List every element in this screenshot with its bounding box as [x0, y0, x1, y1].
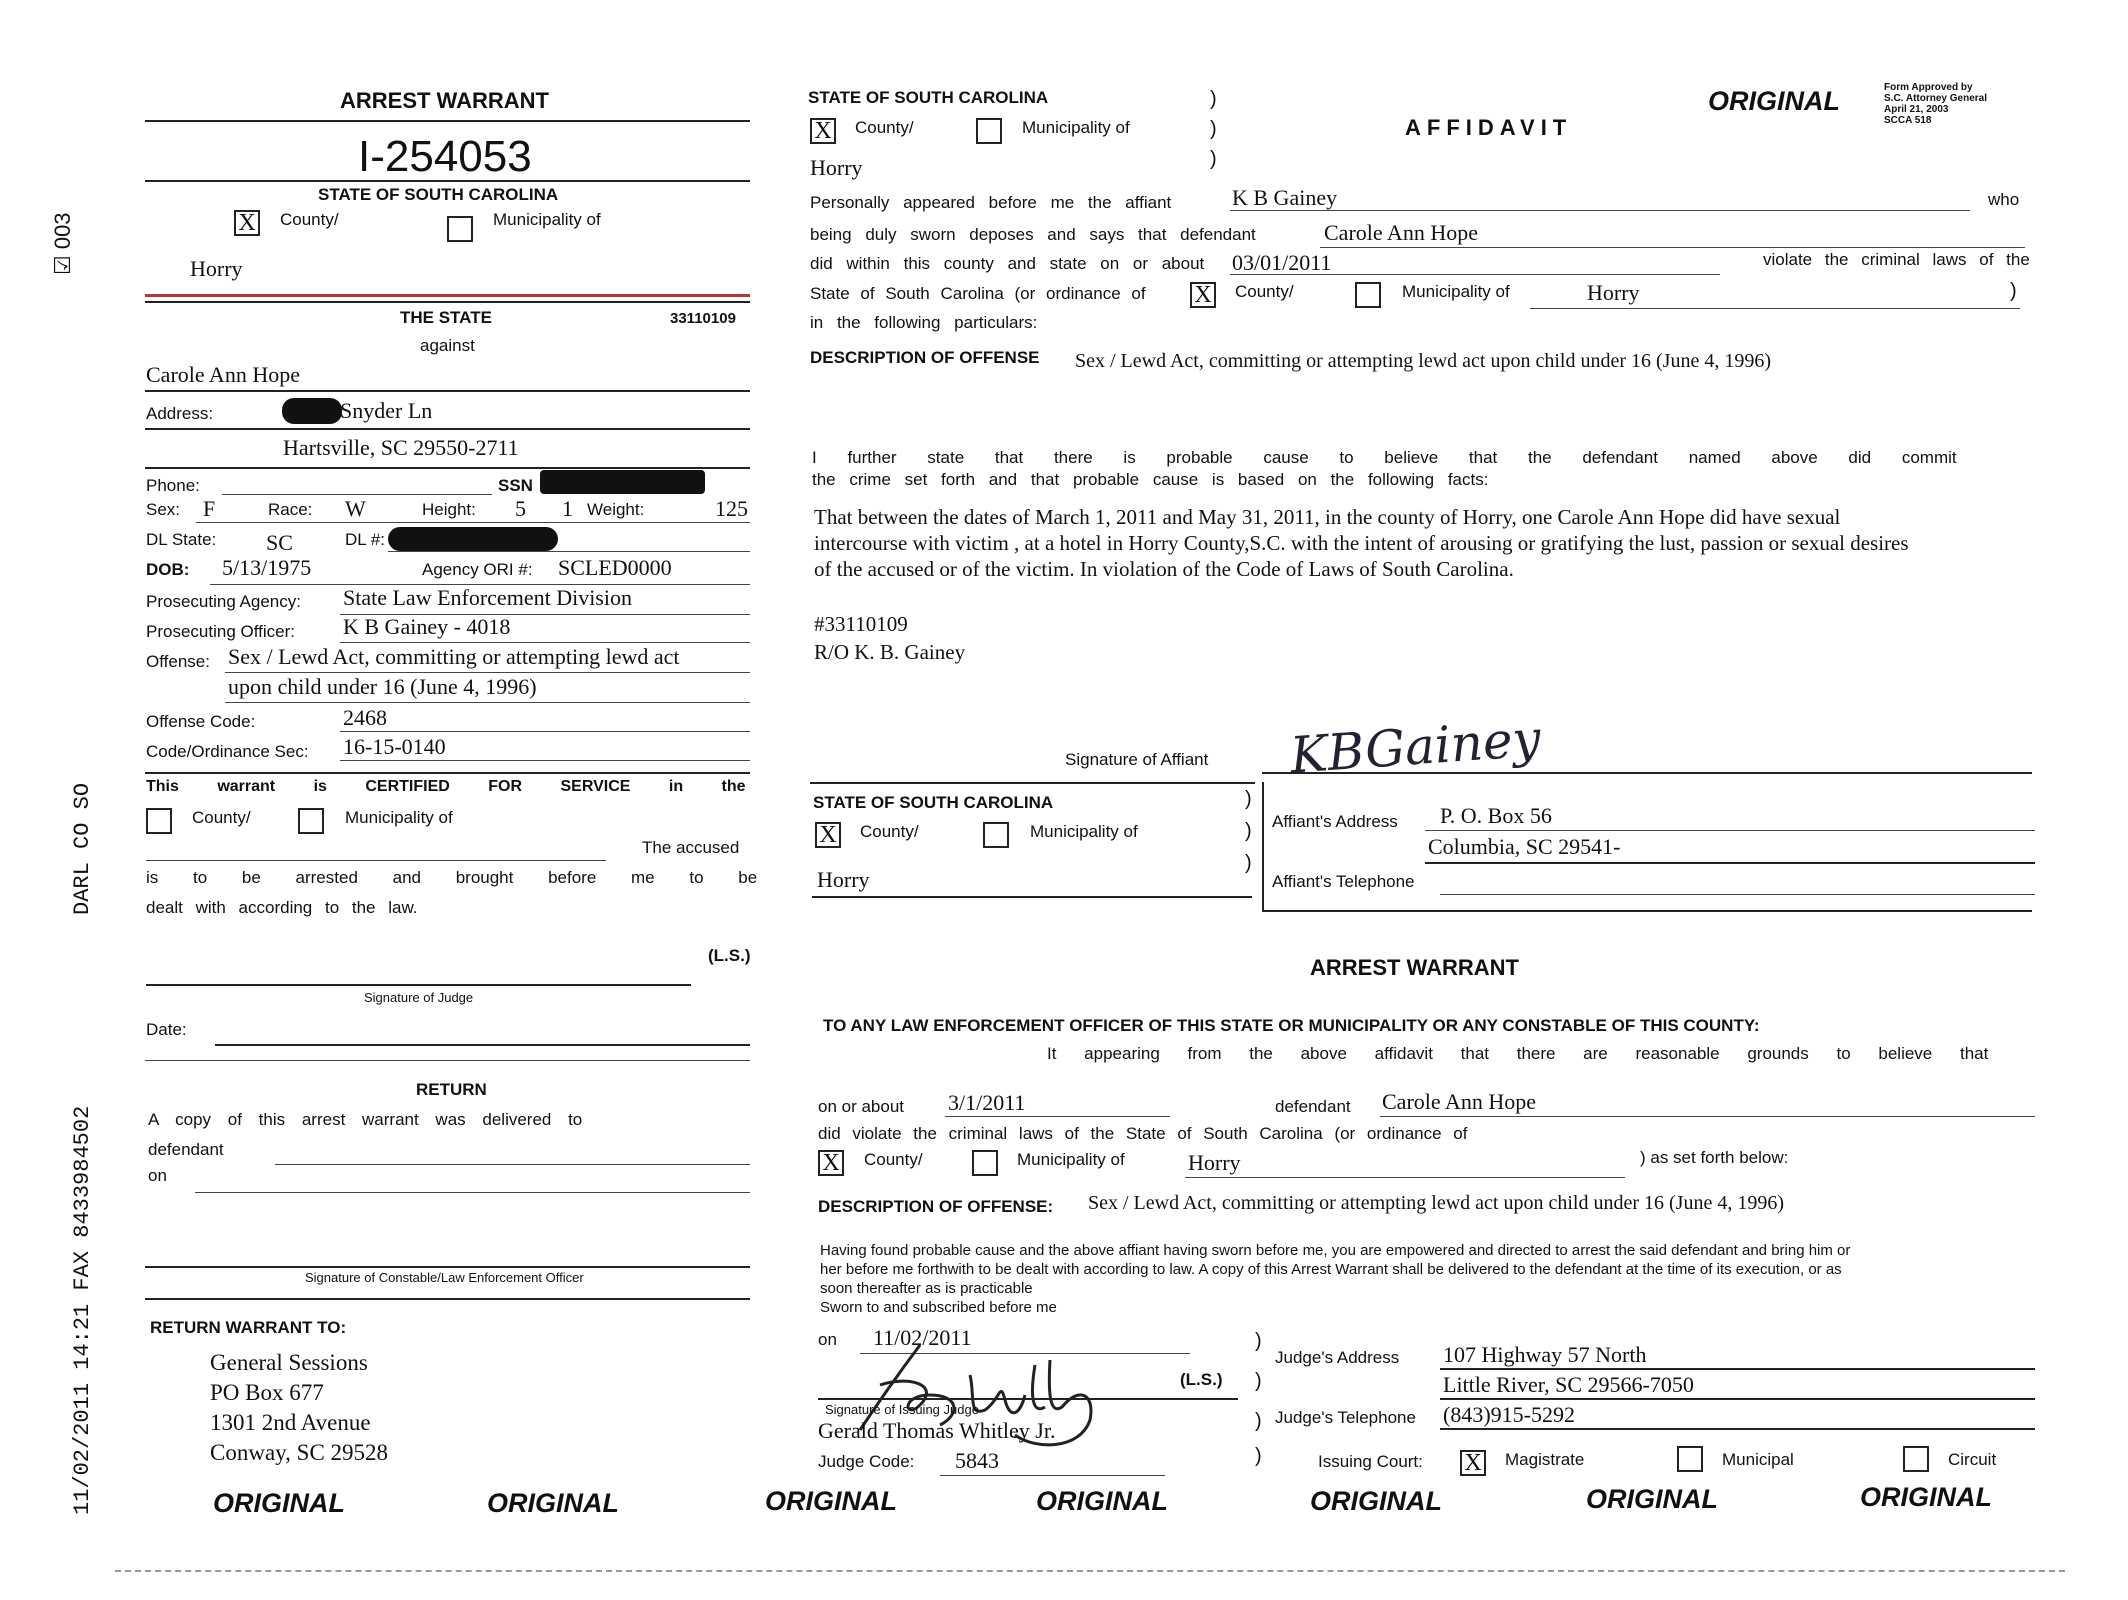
left-municipality-label: Municipality of [493, 210, 601, 229]
magistrate-checkbox[interactable]: X [1460, 1450, 1486, 1476]
affiant-address-label: Affiant's Address [1272, 812, 1398, 831]
dob-label: DOB: [146, 560, 190, 579]
magistrate-label: Magistrate [1505, 1450, 1585, 1469]
affidavit-county-name: Horry [810, 155, 863, 180]
certified-line-2: is to be arrested and brought before me to be [146, 868, 758, 887]
judge-address-label: Judge's Address [1275, 1348, 1400, 1367]
affidavit-municipality-checkbox-3[interactable] [983, 822, 1009, 848]
affidavit-line-3: did within this county and state on or about [810, 254, 1205, 273]
affidavit-municipality-label-2: Municipality of [1402, 282, 1510, 301]
judge-signature [850, 1325, 1110, 1465]
warrant-number: I-254053 [358, 132, 532, 181]
left-state-heading: STATE OF SOUTH CAROLINA [318, 185, 559, 204]
sworn-line: Sworn to and subscribed before me [820, 1299, 1057, 1316]
did-violate-line: did violate the criminal laws of the State of South Carolina (or ordinance of [818, 1124, 1468, 1143]
probable-line-2: the crime set forth and that probable cause is based on the following facts: [812, 470, 1489, 489]
affidavit-municipality-checkbox-2[interactable] [1355, 282, 1381, 308]
dob-value: 5/13/1975 [222, 555, 312, 580]
height-label: Height: [422, 500, 476, 519]
affidavit-county-label: County/ [855, 118, 914, 137]
cert-county-label: County/ [192, 808, 251, 827]
prosecuting-agency: State Law Enforcement Division [343, 585, 632, 610]
affidavit-line-1: Personally appeared before me the affiant [810, 193, 1172, 212]
affidavit-county-label-3: County/ [860, 822, 919, 841]
original-mark: ORIGINAL [765, 1486, 897, 1516]
affidavit-line-5: in the following particulars: [810, 313, 1038, 332]
violate-label: violate the criminal laws of the [1763, 250, 2030, 269]
sig-constable-label: Signature of Constable/Law Enforcement Officer [305, 1270, 584, 1285]
affidavit-state-heading-2: STATE OF SOUTH CAROLINA [813, 793, 1054, 812]
affidavit-county-checkbox-2[interactable]: X [1190, 282, 1216, 308]
prosecuting-officer-label: Prosecuting Officer: [146, 622, 295, 641]
date-label: Date: [146, 1020, 187, 1039]
sig-judge-label: Signature of Judge [364, 990, 474, 1005]
left-defendant-name: Carole Ann Hope [146, 362, 300, 387]
affidavit-county-label-2: County/ [1235, 282, 1294, 301]
warrant-desc: Sex / Lewd Act, committing or attempting lewd act upon child under 16 (June 4, 1996) [1088, 1192, 1784, 1214]
return-to-line: Conway, SC 29528 [210, 1440, 389, 1465]
offense-line-2: upon child under 16 (June 4, 1996) [228, 674, 537, 699]
issuing-court-label: Issuing Court: [1318, 1452, 1423, 1471]
facts-line-1: That between the dates of March 1, 2011 and May 31, 2011, in the county of Horry, one Carole Ann Hope did have sexual [814, 505, 1841, 529]
warrant-municipality-checkbox[interactable] [972, 1150, 998, 1176]
having-line-3: soon thereafter as is practicable [820, 1280, 1033, 1297]
appearing-line: It appearing from the above affidavit that there are reasonable grounds to believe that [1047, 1044, 1989, 1063]
affidavit-county-name-3: Horry [817, 867, 870, 892]
defendant-label: defendant [1275, 1097, 1351, 1116]
judge-address-1: 107 Highway 57 North [1443, 1342, 1647, 1367]
left-county-name: Horry [190, 256, 243, 281]
warrant-defendant: Carole Ann Hope [1382, 1089, 1536, 1114]
affidavit-desc-label: DESCRIPTION OF OFFENSE [810, 348, 1040, 367]
offense-line-1: Sex / Lewd Act, committing or attempting lewd act [228, 644, 680, 669]
facts-line-3: of the accused or of the victim. In violation of the Code of Laws of South Carolina. [814, 557, 1514, 581]
sex-label: Sex: [146, 500, 181, 519]
left-county-checkbox[interactable]: X [234, 210, 260, 236]
fax-county-code: DARL CO SO [70, 782, 95, 915]
sig-issuing-label: Signature of Issuing Judge [825, 1402, 979, 1417]
sworn-on-label: on [818, 1330, 837, 1349]
warrant-municipality-label: Municipality of [1017, 1150, 1125, 1169]
form-approved-line: Form Approved by [1884, 82, 1973, 93]
offense-label: Offense: [146, 652, 210, 671]
original-mark: ORIGINAL [1310, 1486, 1442, 1516]
height-in: 1 [562, 496, 573, 521]
the-state-label: THE STATE [400, 308, 492, 327]
affidavit-title: AFFIDAVIT [1405, 115, 1573, 140]
form-approved-line: S.C. Attorney General [1884, 93, 1987, 104]
address-label: Address: [146, 404, 214, 423]
prosecuting-officer: K B Gainey - 4018 [343, 614, 511, 639]
ori-label: Agency ORI #: [422, 560, 533, 579]
cert-county-checkbox[interactable] [146, 808, 172, 834]
code-sec-label: Code/Ordinance Sec: [146, 742, 309, 761]
case-number: 33110109 [670, 310, 736, 327]
affidavit-original-mark: ORIGINAL [1708, 86, 1840, 116]
certified-line-1: This warrant is CERTIFIED FOR SERVICE in the [146, 778, 746, 795]
set-forth-label: ) as set forth below: [1640, 1148, 1789, 1167]
judge-code: 5843 [955, 1448, 999, 1473]
affidavit-state-heading: STATE OF SOUTH CAROLINA [808, 88, 1049, 107]
return-to-line: General Sessions [210, 1350, 368, 1375]
return-title: RETURN [416, 1080, 487, 1099]
affidavit-date: 03/01/2011 [1232, 250, 1332, 275]
certified-line-3: dealt with according to the law. [146, 898, 418, 917]
height-ft: 5 [515, 496, 526, 521]
form-approved [1884, 82, 1987, 126]
affiant-signature: KBGainey [1288, 709, 1543, 785]
offense-code: 2468 [343, 705, 387, 730]
redaction [540, 470, 705, 494]
facts-line-2: intercourse with victim , at a hotel in Horry County,S.C. with the intent of arousing or gratifying the lust, passion or sexual desires [814, 531, 1909, 555]
having-line-2: her before me forthwith to be dealt with according to law. A copy of this Arrest Warrant shall be delivered to the defendant at the time of its execution, or as [820, 1261, 1842, 1278]
affiant-name: K B Gainey [1232, 185, 1338, 210]
sig-affiant-label: Signature of Affiant [1065, 750, 1209, 769]
affidavit-municipality-checkbox[interactable] [976, 118, 1002, 144]
reference-number: #33110109 [814, 612, 908, 636]
judge-address-2: Little River, SC 29566-7050 [1443, 1372, 1694, 1397]
form-approved-line: SCCA 518 [1884, 115, 1932, 126]
affidavit-county-checkbox[interactable]: X [810, 118, 836, 144]
dl-state-label: DL State: [146, 530, 217, 549]
warrant-date: 3/1/2011 [948, 1090, 1026, 1115]
left-municipality-checkbox[interactable] [447, 216, 473, 242]
circuit-checkbox[interactable] [1903, 1446, 1929, 1472]
code-sec: 16-15-0140 [343, 734, 446, 759]
affidavit-line-4: State of South Carolina (or ordinance of [810, 284, 1146, 303]
phone-label: Phone: [146, 476, 200, 495]
return-line-1: A copy of this arrest warrant was delivered to [148, 1110, 583, 1129]
circuit-label: Circuit [1948, 1450, 1997, 1469]
sworn-date: 11/02/2011 [873, 1325, 972, 1350]
who-label: who [1988, 190, 2020, 209]
original-mark: ORIGINAL [213, 1488, 345, 1518]
original-mark: ORIGINAL [1586, 1484, 1718, 1514]
offense-code-label: Offense Code: [146, 712, 256, 731]
having-line-1: Having found probable cause and the above affiant having sworn before me, you are empowered and directed to arrest the said defendant and bring him or [820, 1242, 1851, 1259]
race-value: W [345, 496, 366, 521]
affiant-phone-label: Affiant's Telephone [1272, 872, 1415, 891]
judge-phone: (843)915-5292 [1443, 1402, 1575, 1427]
affidavit-line-2: being duly sworn deposes and says that defendant [810, 225, 1256, 244]
warrant-county-name: Horry [1188, 1150, 1241, 1175]
affidavit-county-checkbox-3[interactable]: X [815, 822, 841, 848]
return-to-line: 1301 2nd Avenue [210, 1410, 371, 1435]
fax-page-stamp: ☑ 003 [50, 212, 75, 275]
weight-value: 125 [715, 496, 748, 521]
on-about-label: on or about [818, 1097, 905, 1116]
cert-municipality-checkbox[interactable] [298, 808, 324, 834]
judge-code-label: Judge Code: [818, 1452, 915, 1471]
judge-phone-label: Judge's Telephone [1275, 1408, 1416, 1427]
sex-value: F [203, 496, 216, 521]
left-warrant-title: ARREST WARRANT [340, 88, 549, 113]
dl-number-label: DL #: [345, 530, 386, 549]
probable-line-1: I further state that there is probable cause to believe that the defendant named above did commit [812, 448, 1957, 467]
affiant-address-2: Columbia, SC 29541- [1428, 834, 1621, 859]
judge-name: Gerald Thomas Whitley Jr. [818, 1418, 1056, 1443]
address-city: Hartsville, SC 29550-2711 [283, 435, 519, 460]
redaction [388, 527, 558, 551]
affidavit-municipality-label: Municipality of [1022, 118, 1130, 137]
ssn-label: SSN [498, 476, 533, 495]
warrant-county-checkbox[interactable]: X [818, 1150, 844, 1176]
return-to-line: PO Box 677 [210, 1380, 324, 1405]
affiant-address-1: P. O. Box 56 [1440, 803, 1552, 828]
reference-officer: R/O K. B. Gainey [814, 640, 966, 664]
fax-line: 11/02/2011 14:21 FAX 8433984502 [70, 1105, 95, 1515]
original-mark: ORIGINAL [1036, 1486, 1168, 1516]
cert-accused: The accused [642, 838, 740, 857]
against-label: against [420, 336, 475, 355]
form-approved-line: April 21, 2003 [1884, 104, 1949, 115]
municipal-label: Municipal [1722, 1450, 1794, 1469]
ori-value: SCLED0000 [558, 555, 672, 580]
affidavit-county-name-2: Horry [1587, 280, 1640, 305]
cert-municipality-label: Municipality of [345, 808, 453, 827]
return-on: on [148, 1166, 167, 1185]
left-county-label: County/ [280, 210, 339, 229]
municipal-checkbox[interactable] [1677, 1446, 1703, 1472]
dl-state-value: SC [266, 530, 293, 555]
original-mark: ORIGINAL [1860, 1482, 1992, 1512]
race-label: Race: [268, 500, 313, 519]
return-defendant: defendant [148, 1140, 224, 1159]
return-to-label: RETURN WARRANT TO: [150, 1318, 347, 1337]
warrant-county-label: County/ [864, 1150, 923, 1169]
weight-label: Weight: [587, 500, 645, 519]
original-mark: ORIGINAL [487, 1488, 619, 1518]
warrant-desc-label: DESCRIPTION OF OFFENSE: [818, 1197, 1054, 1216]
affidavit-municipality-label-3: Municipality of [1030, 822, 1138, 841]
affidavit-desc: Sex / Lewd Act, committing or attempting lewd act upon child under 16 (June 4, 1996) [1075, 350, 1771, 372]
warrant-title: ARREST WARRANT [1310, 955, 1519, 980]
warrant-ls: (L.S.) [1180, 1370, 1223, 1389]
affidavit-defendant: Carole Ann Hope [1324, 220, 1478, 245]
address-street: Snyder Ln [340, 398, 433, 423]
redaction [282, 398, 342, 424]
to-officer: TO ANY LAW ENFORCEMENT OFFICER OF THIS STATE OR MUNICIPALITY OR ANY CONSTABLE OF THIS COUNTY: [823, 1016, 1760, 1035]
left-ls: (L.S.) [708, 946, 751, 965]
prosecuting-agency-label: Prosecuting Agency: [146, 592, 301, 611]
